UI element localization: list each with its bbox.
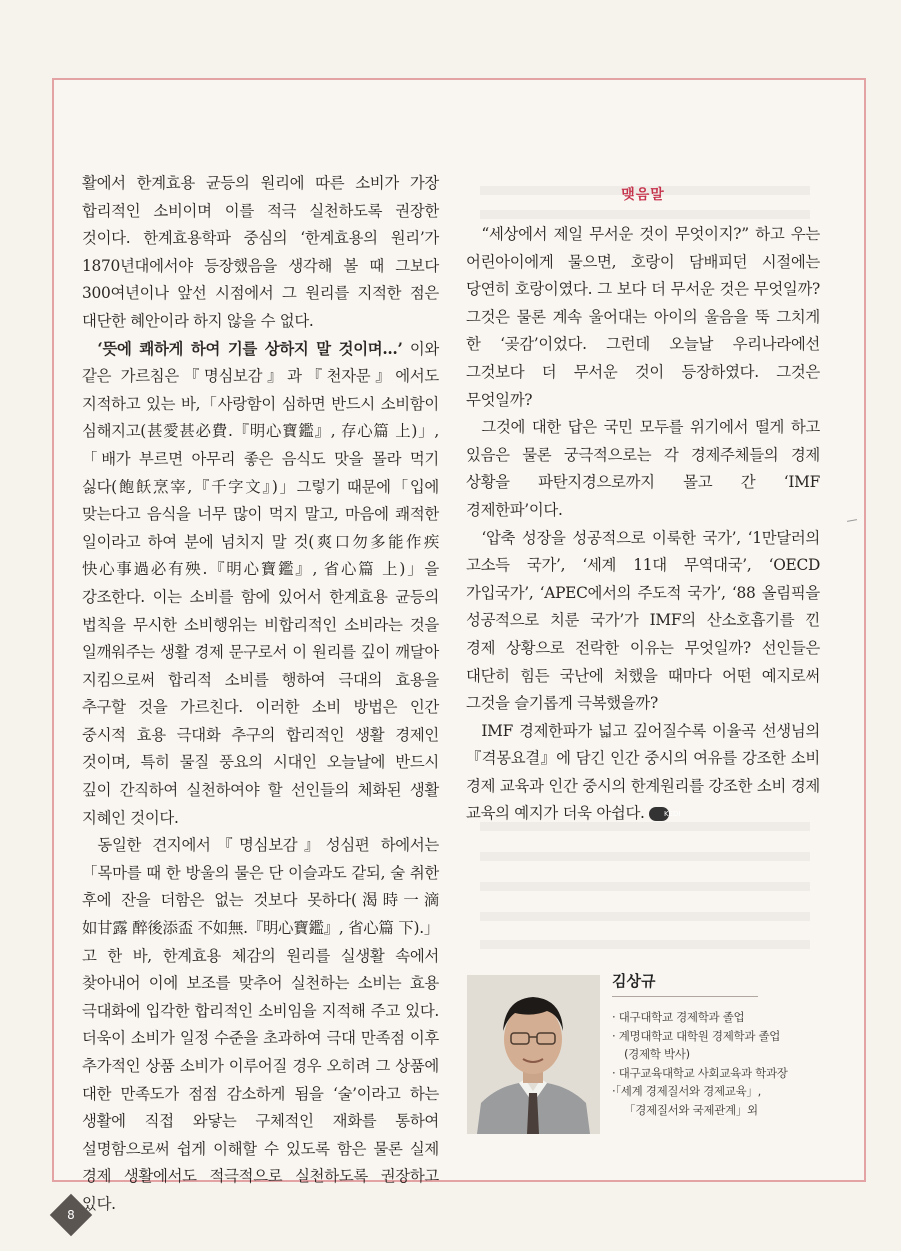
bleed-through-line [480, 882, 810, 891]
left-column [82, 170, 439, 1219]
right-paragraph-3: ‘압축 성장을 성공적으로 이룩한 국가’, ‘1만달러의 고소득 국가’, ‘세계 11대 무역대국’, ‘OECD 가입국가’, ‘APEC에서의 주도적 국가’, ‘88 올림픽을 성공적으로 치룬 국가’가 IMF의 산소호흡기를 낀 경제 상황으로 전락한 이유는 무엇일까? 선인들은 대단히 힘든 국난에 처했을 때마다 어떤 예지로써 그것을 슬기롭게 극복했을까? [466, 528, 820, 713]
author-credentials [612, 1008, 852, 1119]
credential-item: · 대구대학교 경제학과 졸업 [612, 1010, 745, 1024]
author-name: 김상규 [612, 972, 656, 990]
author-divider [612, 996, 758, 997]
right-column [466, 221, 820, 828]
author-portrait-icon [467, 975, 600, 1134]
page-number: 8 [67, 1208, 75, 1222]
right-paragraph-1: “세상에서 제일 무서운 것이 무엇이지?” 하고 우는 어린아이에게 물으면, 호랑이 담배피던 시절에는 당연히 호랑이였다. 그 보다 더 무서운 것은 무엇일까? 그것은 물론 계속 울어대는 아이의 울음을 뚝 그치게 한 ‘곶감’이었다. 그런데 오늘날 우리나라에선 그것보다 더 무서운 것이 등장하였다. 그것은 무엇일까? [466, 225, 820, 409]
author-photo [467, 975, 600, 1134]
right-paragraph-2: 그것에 대한 답은 국민 모두를 위기에서 떨게 하고 있음은 물론 궁극적으로는 각 경제주체들의 경제 상황을 파탄지경으로까지 몰고 간 ‘IMF 경제한파’이다. [466, 418, 820, 519]
right-paragraph-4-body: IMF 경제한파가 넓고 깊어질수록 이율곡 선생님의『격몽요결』에 담긴 인간 중시의 여유를 강조한 소비 경제 교육과 인간 중시의 한계원리를 강조한 소비 경제 교육의 예지가 더욱 아쉽다. [466, 721, 820, 823]
left-paragraph-3: 동일한 견지에서『명심보감』성심편 하에서는「목마를 때 한 방울의 물은 단 이슬과도 같되, 술 취한 후에 잔을 더함은 없는 것보다 못하다(渴時一滴 如甘露 醉後添盃 不如無.『明心寶鑑』, 省心篇 下).」고 한 바, 한계효용 체감의 원리를 실생활 속에서 찾아내어 이에 보조를 맞추어 실천하는 소비는 효용 극대화에 입각한 합리적인 소비임을 지적해 주고 있다. 더욱이 소비가 일정 수준을 초과하여 극대 만족점 이후 추가적인 상품 소비가 이루어질 경우 오히려 그 상품에 대한 만족도가 점점 감소하게 됨을 ‘술’이라고 하는 생활에 직접 와닿는 구체적인 재화를 통하여 설명함으로써 쉽게 이해할 수 있도록 함은 물론 실제 경제 생활에서도 적극적으로 실천하도록 권장하고 있다. [82, 836, 439, 1213]
bleed-through-line [480, 912, 810, 921]
end-mark-logo: KEDI [649, 807, 669, 821]
left-paragraph-2 [82, 336, 439, 833]
left-paragraph-2-body: 이와 같은 가르침은『명심보감』과『천자문』에서도 지적하고 있는 바,「사랑함이 심하면 반드시 소비함이 심해지고(甚愛甚必費.『明心寶鑑』, 存心篇 上)」,「배가 부르면 아무리 좋은 음식도 맛을 몰라 먹기 싫다(飽飫烹宰,『千字文』)」그렇기 때문에「입에 맞는다고 음식을 너무 많이 먹지 말고, 마음에 쾌적한 일이라고 하여 분에 넘치지 말 것(爽口勿多能作疾 快心事過必有殃.『明心寶鑑』, 省心篇 上)」을 강조한다. 이는 소비를 함에 있어서 한계효용 균등의 법칙을 무시한 소비행위는 비합리적인 소비라는 것을 일깨워주는 생활 경제 문구로서 이 원리를 깊이 깨달아 지킴으로써 합리적 소비를 행하여 극대의 효용을 추구할 것을 가르친다. 이러한 소비 방법은 인간 중시적 효용 극대화 추구의 합리적인 생활 경제인 것이며, 특히 물질 풍요의 시대인 오늘날에 반드시 깊이 간직하여 실천하여야 할 선인들의 체화된 생활 지혜인 것이다. [82, 339, 439, 827]
left-paragraph-1: 활에서 한계효용 균등의 원리에 따른 소비가 가장 합리적인 소비이며 이를 적극 실천하도록 권장한 것이다. 한계효용학파 중심의 ‘한계효용의 원리’가 1870년대에서야 등장했음을 생각해 볼 때 그보다 300여년이나 앞선 시점에서 그 원리를 지적한 점은 대단한 혜안이라 하지 않을 수 없다. [82, 174, 439, 330]
bleed-through-line [480, 210, 810, 219]
credential-item: (경제학 박사) [624, 1047, 690, 1061]
bleed-through-line [480, 940, 810, 949]
right-paragraph-4 [466, 718, 820, 828]
bleed-through-line [480, 852, 810, 861]
credential-item: · 대구교육대학교 사회교육과 학과장 [612, 1065, 788, 1080]
credential-item: 「경제질서와 국제관계」외 [624, 1102, 758, 1117]
quote-lead: ‘뜻에 쾌하게 하여 기를 상하지 말 것이며…’ [97, 339, 403, 358]
section-heading: 맺음말 [621, 187, 665, 203]
credential-item: · 계명대학교 대학원 경제학과 졸업 [612, 1028, 781, 1043]
credential-item: ·「세계 경제질서와 경제교육」, [612, 1084, 761, 1098]
